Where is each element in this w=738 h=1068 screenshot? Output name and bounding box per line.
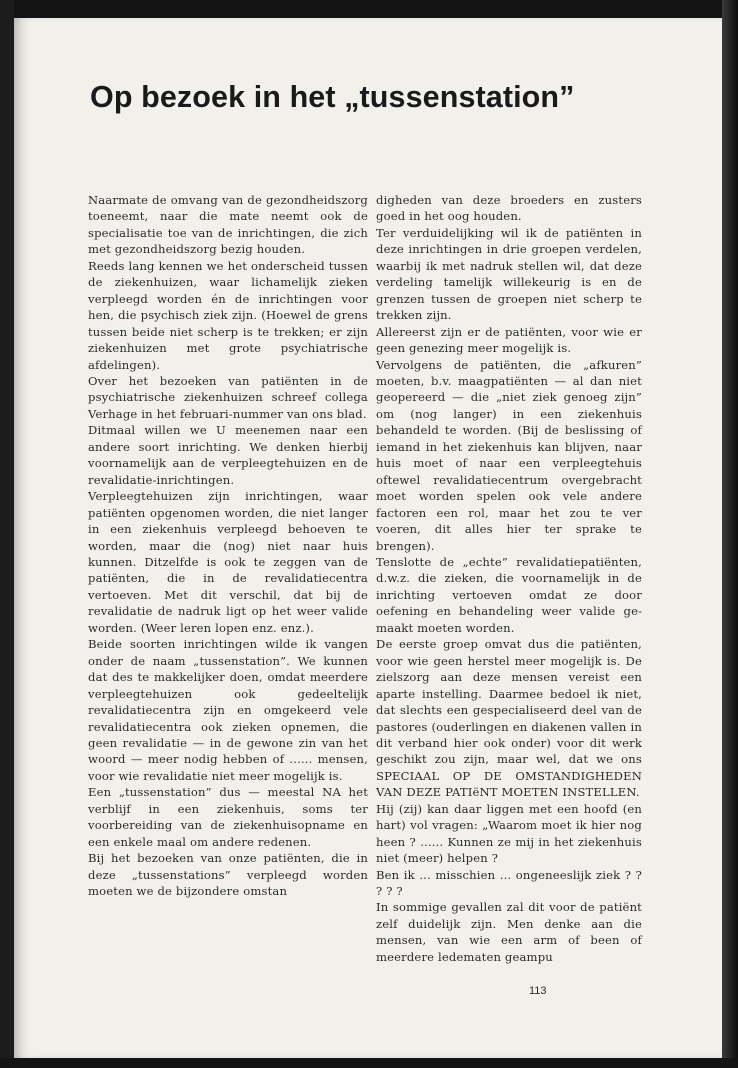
paragraph: Reeds lang kennen we het onderscheid tussen de ziekenhuizen, waar lichamelijk zieken verpleegd worden én de inrichtingen voor hen, die psychisch ziek zijn. (Hoewel de grens tussen beide niet scherp is te trekken; er zijn ziekenhuizen met grote psychiatrische afdelingen). bbox=[88, 258, 368, 372]
scan-edge-bottom bbox=[0, 1058, 738, 1068]
left-column bbox=[88, 192, 368, 899]
scan-edge-top bbox=[0, 0, 738, 18]
paragraph: Bij het bezoeken van onze patiënten, die in deze „tussenstations” verpleegd worden moeten we de bijzondere omstan bbox=[88, 851, 368, 899]
paragraph: Allereerst zijn er de patiënten, voor wie er geen genezing meer mogelijk is. bbox=[376, 324, 642, 356]
document-page bbox=[14, 18, 722, 1058]
paragraph: Beide soorten inrichtingen wilde ik vangen onder de naam „tussenstation”. We kunnen dat des te makkelijker doen, omdat meerdere verpleegtehuizen ook gedeeltelijk revalidatiecentra zijn en omgekeerd vele revalidatiecentra ook zieken opnemen, die geen revalidatie — in de gewone zin van het woord — meer nodig hebben of ...... mensen, voor wie revalidatie niet meer mogelijk is. bbox=[88, 637, 368, 783]
paragraph: digheden van deze broeders en zusters goed in het oog houden. bbox=[376, 193, 642, 224]
paragraph: Hij (zij) kan daar liggen met een hoofd (en hart) vol vragen: „Waarom moet ik hier nog heen ? ...... Kunnen ze mij in het ziekenhuis niet (meer) helpen ? bbox=[376, 801, 642, 866]
paragraph: Ditmaal willen we U meenemen naar een andere soort inrichting. We denken hierbij voornamelijk aan de verpleegtehuizen en de revalidatie-inrichtingen. bbox=[88, 423, 368, 487]
paragraph: In sommige gevallen zal dit voor de patiënt zelf duidelijk zijn. Men denke aan die mensen, van wie een arm of been of meerdere ledematen geampu bbox=[376, 900, 642, 964]
scan-edge-right bbox=[722, 0, 738, 1068]
paragraph: Verpleegtehuizen zijn inrichtingen, waar patiënten opgenomen worden, die niet langer in een ziekenhuis verpleegd behoeven te worden, maar die (nog) niet naar huis kunnen. Ditzelfde is ook te zeggen van de patiënten, die in de revalidatiecentra vertoeven. Met dit verschil, dat bij de revalidatie de nadruk ligt op het weer valide worden. (Weer leren lopen enz. enz.). bbox=[88, 489, 368, 635]
paragraph: Tenslotte de „echte” revalidatiepatiënten, d.w.z. die zieken, die voornamelijk in de inrichting vertoeven omdat ze door oefening en behandeling weer valide gemaakt moeten worden. bbox=[376, 554, 642, 635]
article-title: Op bezoek in het „tussenstation” bbox=[90, 80, 575, 114]
paragraph: Over het bezoeken van patiënten in de psychiatrische ziekenhuizen schreef collega Verhage in het februari-nummer van ons blad. bbox=[88, 373, 368, 421]
scan-edge-left bbox=[0, 0, 14, 1068]
paragraph: Vervolgens de patiënten, die „afkuren” moeten, b.v. maagpatiënten — al dan niet geopereerd — die „niet ziek genoeg zijn” om (nog langer) in een ziekenhuis behandeld te worden. (Bij de beslissing of iemand in het ziekenhuis kan blijven, naar huis moet of naar een verpleegtehuis oftewel revalidatiecentrum overgebracht moet worden spelen ook vele andere factoren een rol, maar het zou te ver voeren, dit alles hier ter sprake te brengen). bbox=[376, 357, 642, 553]
paragraph: De eerste groep omvat dus die patiënten, voor wie geen herstel meer mogelijk is. De zielszorg aan deze mensen vereist een aparte instelling. Daarmee bedoel ik niet, dat slechts een gespecialiseerd deel van de pastores (ouderlingen en diakenen vallen in dit verband hier ook onder) voor dit werk geschikt zou zijn, maar wel, dat we ons SPECIAAL OP DE OMSTANDIGHEDEN VAN DEZE PATIëNT MOETEN INSTELLEN. bbox=[376, 637, 642, 800]
page-number: 113 bbox=[529, 985, 547, 997]
right-column bbox=[376, 192, 642, 965]
paragraph: Naarmate de omvang van de gezondheidszorg toeneemt, naar die mate neemt ook de specialisatie toe van de inrichtingen, die zich met gezondheidszorg bezig houden. bbox=[88, 193, 368, 257]
paragraph: Ter verduidelijking wil ik de patiënten in deze inrichtingen in drie groepen verdelen, waarbij ik met nadruk stellen wil, dat deze verdeling tamelijk willekeurig is en de grenzen tussen de groepen niet scherp te trekken zijn. bbox=[376, 225, 642, 323]
paragraph: Een „tussenstation” dus — meestal NA het verblijf in een ziekenhuis, soms ter voorbereiding van de ziekenhuisopname en een enkele maal om andere redenen. bbox=[88, 785, 368, 849]
paragraph: Ben ik ... misschien ... ongeneeslijk ziek ? ? ? ? ? bbox=[376, 867, 642, 899]
